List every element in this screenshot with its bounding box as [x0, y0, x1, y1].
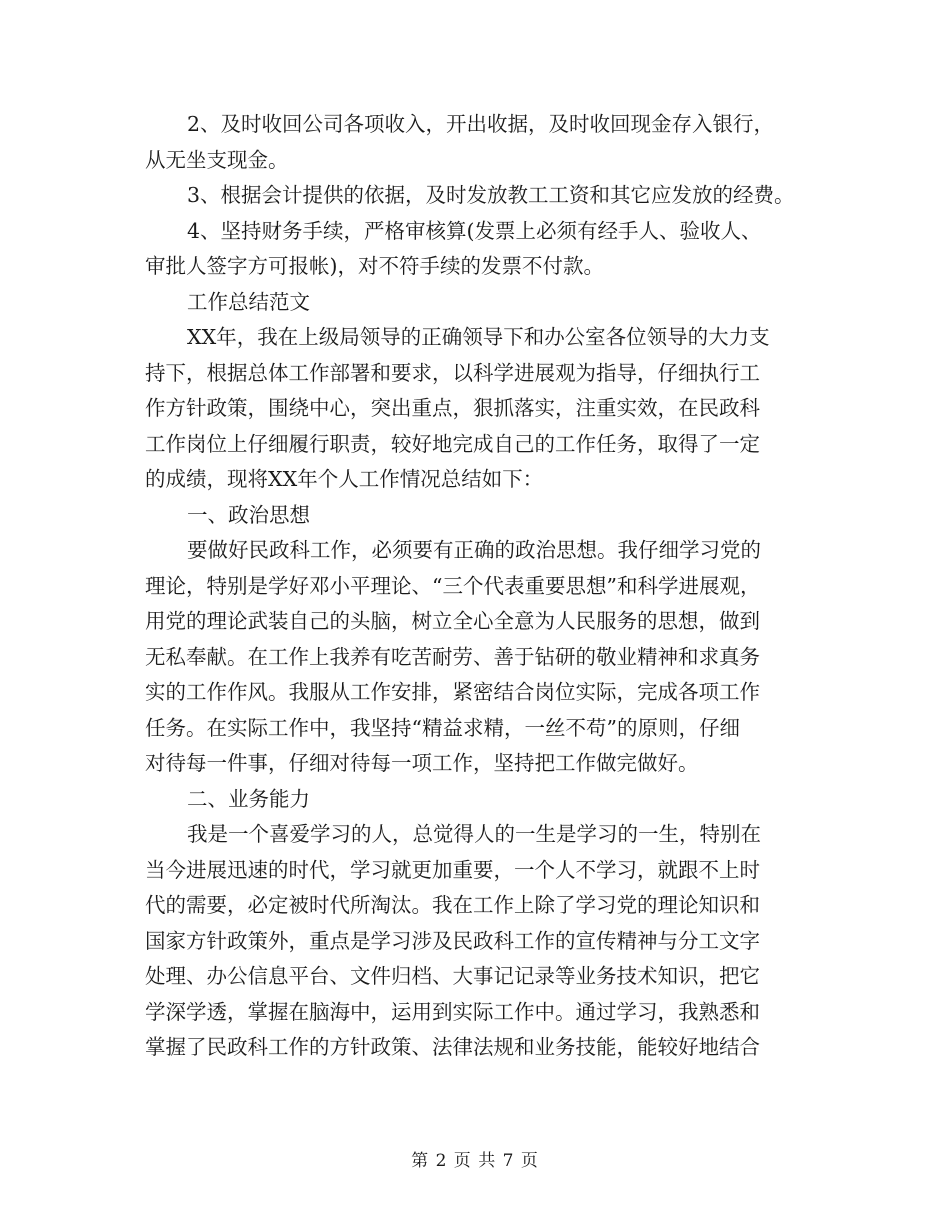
text-line: 3、根据会计提供的依据，及时发放教工工资和其它应发放的经费。	[187, 183, 795, 207]
text-line: 无私奉献。在工作上我养有吃苦耐劳、善于钻研的敬业精神和求真务	[145, 644, 760, 669]
text-line: 用党的理论武装自己的头脑，树立全心全意为人民服务的思想，做到	[145, 609, 760, 633]
text-line: 工作总结范文	[187, 289, 310, 314]
text-line: 国家方针政策外，重点是学习涉及民政科工作的宣传精神与分工文字	[145, 928, 760, 953]
text-line: 4、坚持财务手续，严格审核算(发票上必须有经手人、验收人、	[187, 218, 762, 243]
text-line: 持下，根据总体工作部署和要求，以科学进展观为指导，仔细执行工	[145, 360, 760, 385]
text-line: 要做好民政科工作，必须要有正确的政治思想。我仔细学习党的	[187, 538, 761, 562]
text-line: 从无坐支现金。	[145, 147, 289, 172]
text-line: 代的需要，必定被时代所淘汰。我在工作上除了学习党的理论知识和	[145, 893, 760, 917]
text-line: 实的工作作风。我服从工作安排，紧密结合岗位实际，完成各项工作	[145, 680, 760, 704]
text-line: 审批人签字方可报帐)，对不符手续的发票不付款。	[145, 254, 604, 278]
text-line: 掌握了民政科工作的方针政策、法律法规和业务技能，能较好地结合	[145, 1035, 760, 1059]
text-line: 处理、办公信息平台、文件归档、大事记记录等业务技术知识，把它	[145, 964, 760, 988]
text-line: 的成绩，现将XX年个人工作情况总结如下：	[145, 467, 544, 491]
document-body	[145, 107, 810, 1066]
text-line: 任务。在实际工作中，我坚持“精益求精，一丝不苟”的原则，仔细	[145, 715, 740, 740]
text-line: 二、业务能力	[187, 786, 310, 811]
page-footer: 第 2 页 共 7 页	[411, 1151, 539, 1171]
text-line: 当今进展迅速的时代，学习就更加重要，一个人不学习，就跟不上时	[145, 857, 760, 882]
text-line: 理论，特别是学好邓小平理论、“三个代表重要思想”和科学进展观，	[145, 573, 761, 598]
text-line: 学深学透，掌握在脑海中，运用到实际工作中。通过学习，我熟悉和	[145, 999, 760, 1024]
text-line: 我是一个喜爱学习的人，总觉得人的一生是学习的一生，特别在	[187, 822, 761, 846]
text-line: XX年，我在上级局领导的正确领导下和办公室各位领导的大力支	[187, 325, 770, 349]
text-line: 作方针政策，围绕中心，突出重点，狠抓落实，注重实效，在民政科	[145, 396, 760, 420]
text-line: 一、政治思想	[187, 502, 310, 527]
text-line: 2、及时收回公司各项收入，开出收据，及时收回现金存入银行，	[187, 112, 775, 136]
text-line: 对待每一件事，仔细对待每一项工作，坚持把工作做完做好。	[145, 751, 699, 775]
text-line: 工作岗位上仔细履行职责，较好地完成自己的工作任务，取得了一定	[145, 431, 760, 456]
